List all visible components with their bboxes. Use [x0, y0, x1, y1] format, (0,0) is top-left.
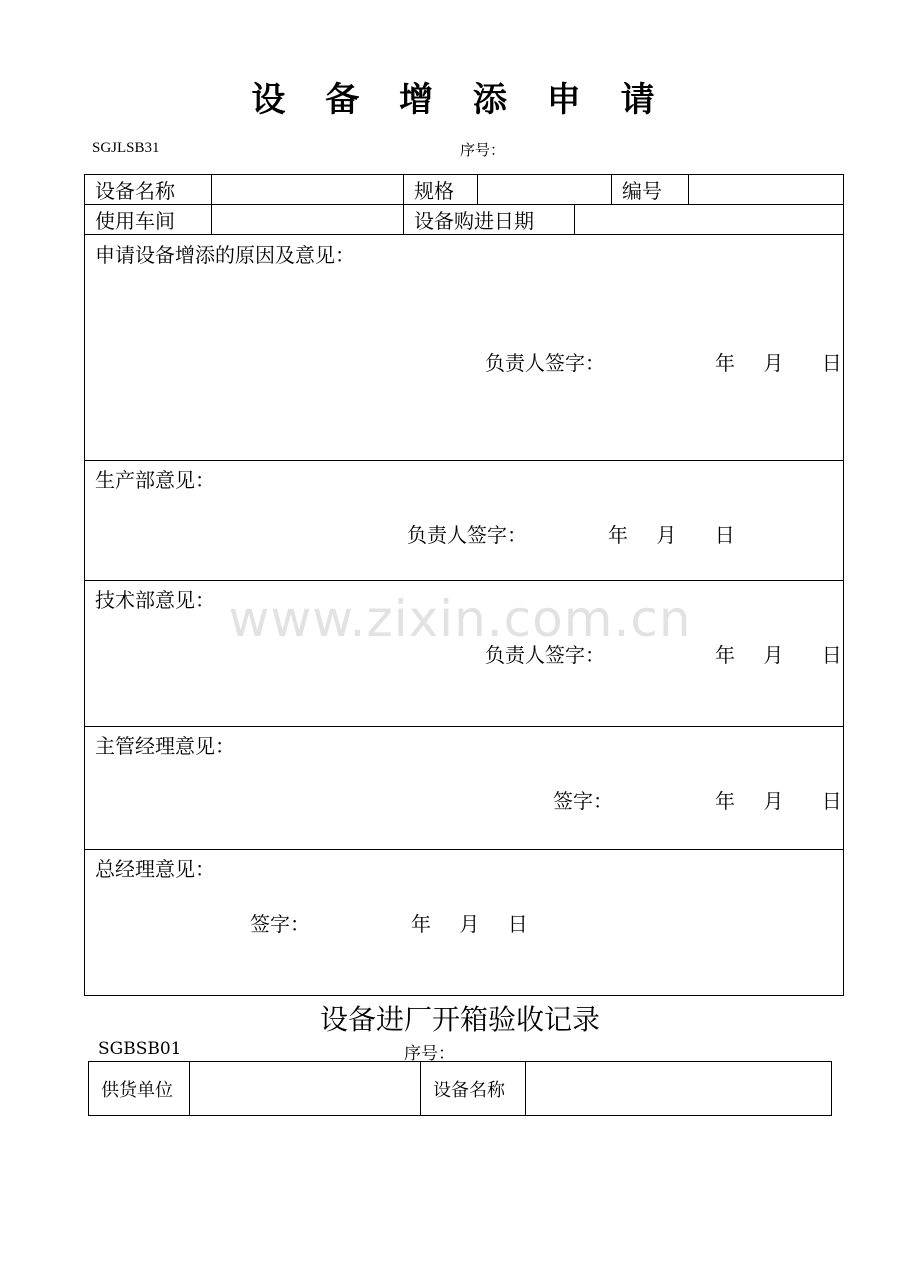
production-label: 生产部意见： [95, 468, 215, 492]
year-label: 年 [715, 351, 735, 375]
general-manager-label: 总经理意见： [95, 857, 215, 881]
manager-section[interactable] [84, 726, 844, 850]
signature-label: 负责人签字： [485, 351, 605, 375]
signature-label: 负责人签字： [485, 643, 605, 667]
number-label: 编号 [612, 175, 689, 205]
table-row [85, 175, 844, 205]
year-label: 年 [411, 912, 431, 936]
purchase-date-label: 设备购进日期 [404, 205, 575, 235]
manager-signature [553, 785, 613, 814]
reason-label: 申请设备增添的原因及意见： [95, 243, 355, 267]
watermark: www.zixin.com.cn [228, 590, 692, 648]
reason-signature [485, 347, 605, 376]
form-code: SGJLSB31 [92, 140, 160, 156]
form2-code: SGBSB01 [98, 1039, 182, 1059]
purchase-date-field[interactable] [575, 205, 844, 235]
day-label: 日 [507, 912, 528, 936]
general-manager-date [411, 908, 528, 937]
serial-label: 序号： [460, 141, 506, 159]
header-table-row2 [84, 204, 844, 235]
year-label: 年 [608, 523, 628, 547]
production-section[interactable] [84, 460, 844, 581]
workshop-field[interactable] [212, 205, 404, 235]
spec-label: 规格 [404, 175, 478, 205]
device-name-label: 设备名称 [85, 175, 212, 205]
supplier-label: 供货单位 [89, 1062, 190, 1116]
form2-title: 设备进厂开箱验收记录 [319, 1003, 600, 1036]
day-label: 日 [821, 351, 842, 375]
month-label: 月 [763, 789, 784, 813]
table-row [85, 205, 844, 235]
spec-field[interactable] [478, 175, 612, 205]
device-name-label: 设备名称 [421, 1062, 526, 1116]
technical-label: 技术部意见： [95, 588, 215, 612]
production-signature [407, 519, 527, 548]
reason-date [715, 347, 842, 376]
month-label: 月 [459, 912, 480, 936]
day-label: 日 [714, 523, 735, 547]
signature-label: 签字： [250, 912, 310, 936]
header-table [84, 174, 844, 205]
day-label: 日 [821, 643, 842, 667]
receipt-table [88, 1061, 832, 1116]
form2-serial-label: 序号： [404, 1044, 455, 1064]
number-field[interactable] [689, 175, 844, 205]
supplier-field[interactable] [190, 1062, 421, 1116]
month-label: 月 [763, 643, 784, 667]
divider [84, 234, 844, 235]
table-row [89, 1062, 832, 1116]
production-date [608, 519, 735, 548]
general-manager-section[interactable] [84, 849, 844, 996]
reason-section[interactable] [84, 235, 844, 461]
manager-date [715, 785, 842, 814]
month-label: 月 [763, 351, 784, 375]
month-label: 月 [656, 523, 677, 547]
general-manager-signature [250, 908, 310, 937]
device-name-field[interactable] [526, 1062, 832, 1116]
form-title: 设 备 增 添 申 请 [251, 80, 669, 120]
signature-label: 签字： [553, 789, 613, 813]
day-label: 日 [821, 789, 842, 813]
device-name-field[interactable] [212, 175, 404, 205]
year-label: 年 [715, 789, 735, 813]
signature-label: 负责人签字： [407, 523, 527, 547]
year-label: 年 [715, 643, 735, 667]
manager-label: 主管经理意见： [95, 734, 235, 758]
workshop-label: 使用车间 [85, 205, 212, 235]
